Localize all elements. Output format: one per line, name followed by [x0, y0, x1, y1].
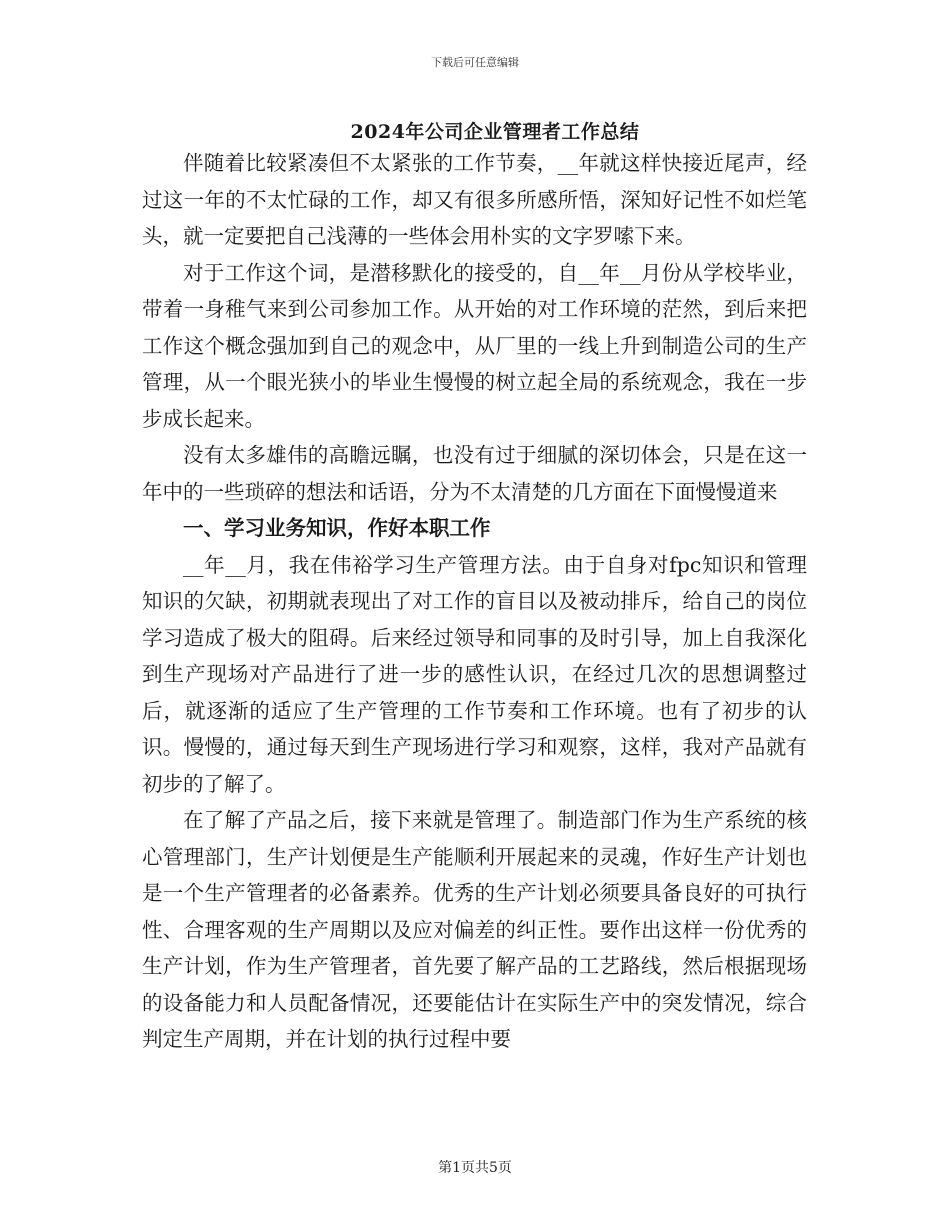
- page-header: 下载后可任意编辑: [431, 56, 519, 69]
- body-paragraph: __年__月，我在伟裕学习生产管理方法。由于自身对fpc知识和管理知识的欠缺，初期就表现出了对工作的盲目以及被动排斥，给自己的岗位学习造成了极大的阻碍。后来经过领导和同事的及时引导，加上自我深化到生产现场对产品进行了进一步的感性认识，在经过几次的思想调整过后，就逐渐的适应了生产管理的工作节奏和工作环境。也有了初步的认识。慢慢的，通过每天到生产现场进行学习和观察，这样，我对产品就有初步的了解了。: [142, 552, 807, 796]
- body-paragraph: 伴随着比较紧凑但不太紧张的工作节奏，__年就这样快接近尾声，经过这一年的不太忙碌的工作，却又有很多所感所悟，深知好记性不如烂笔头，就一定要把自己浅薄的一些体会用朴实的文字罗嗦下来。: [142, 151, 807, 248]
- body-paragraph: 没有太多雄伟的高瞻远瞩，也没有过于细腻的深切体会，只是在这一年中的一些琐碎的想法和话语，分为不太清楚的几方面在下面慢慢道来: [142, 443, 807, 504]
- document-title: 2024年公司企业管理者工作总结: [350, 121, 640, 143]
- body-paragraph: 对于工作这个词，是潜移默化的接受的，自__年__月份从学校毕业，带着一身稚气来到公司参加工作。从开始的对工作环境的茫然，到后来把工作这个概念强加到自己的观念中，从厂里的一线上升到制造公司的生产管理，从一个眼光狭小的毕业生慢慢的树立起全局的系统观念，我在一步步成长起来。: [142, 260, 807, 431]
- page-footer: 第1页共5页: [438, 1160, 512, 1176]
- section-heading: 一、学习业务知识，作好本职工作: [183, 516, 491, 540]
- body-paragraph: 在了解了产品之后，接下来就是管理了。制造部门作为生产系统的核心管理部门，生产计划便是生产能顺利开展起来的灵魂，作好生产计划也是一个生产管理者的必备素养。优秀的生产计划必须要具备良好的可执行性、合理客观的生产周期以及应对偏差的纠正性。要作出这样一份优秀的生产计划，作为生产管理者，首先要了解产品的工艺路线，然后根据现场的设备能力和人员配备情况，还要能估计在实际生产中的突发情况，综合判定生产周期，并在计划的执行过程中要: [142, 808, 807, 1051]
- document-body: [142, 145, 807, 1058]
